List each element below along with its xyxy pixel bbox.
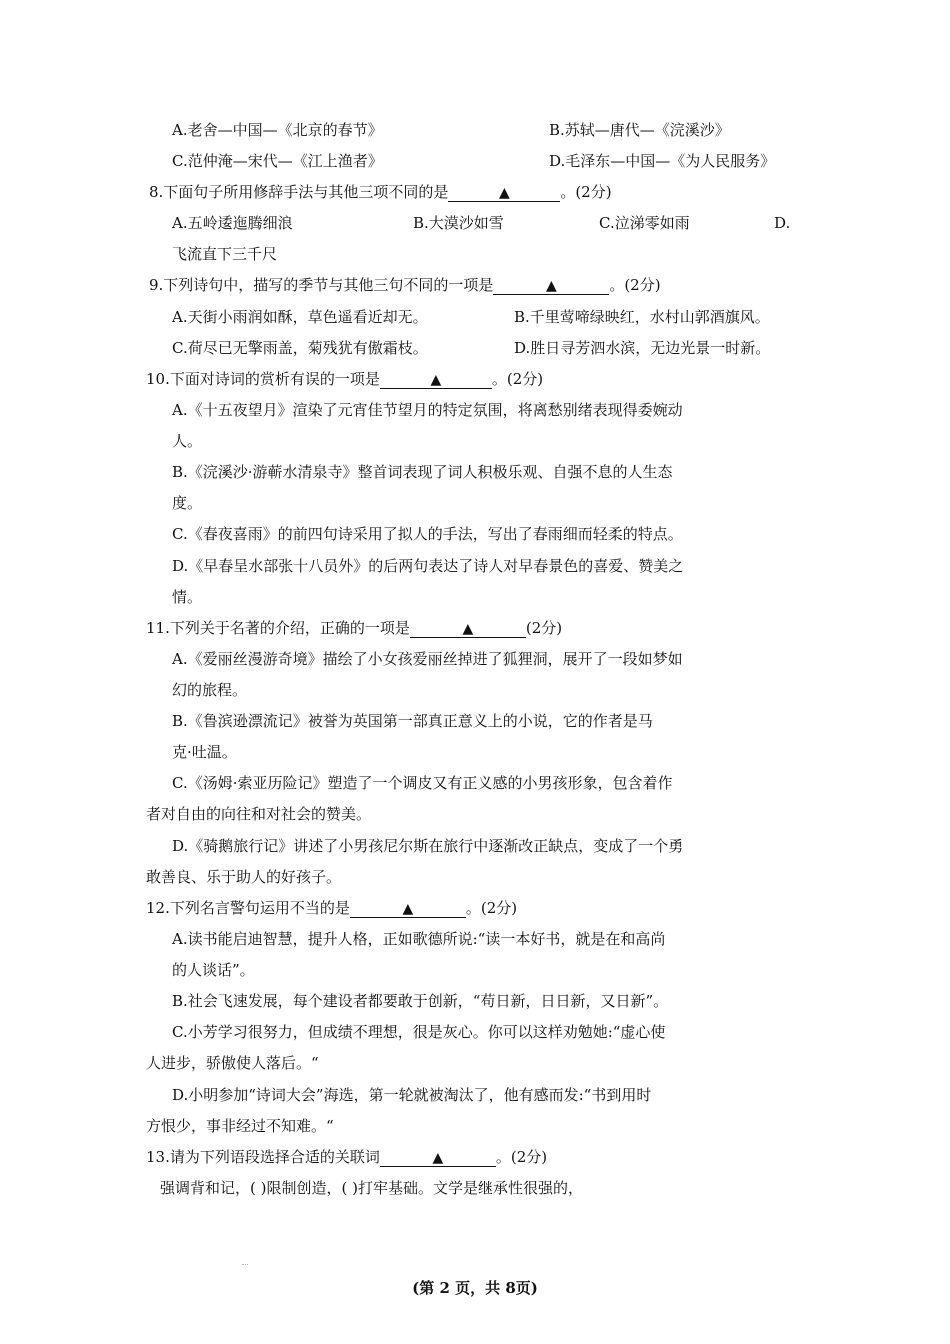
q12-option-a-line2: 的人谈话”。 [172,961,255,979]
q8-option-b: B.大漠沙如雪 [413,214,504,232]
q7-option-d: D.毛泽东—中国—《为人民服务》 [549,152,776,170]
q12-score: 。(2分) [465,899,518,917]
q8-option-a: A.五岭逶迤腾细浪 [172,214,293,232]
q10-option-a-line1: A.《十五夜望月》渲染了元宵佳节望月的特定氛围，将离愁别绪表现得委婉动 [172,401,683,419]
q10-answer-blank: ▲ [380,372,492,389]
q9-option-c: C.荷尽已无擎雨盖，菊残犹有傲霜枝。 [172,339,428,357]
q11-option-c-line1: C.《汤姆·索亚历险记》塑造了一个调皮又有正义感的小男孩形象，包含着作 [172,774,673,792]
q11-option-b-line1: B.《鲁滨逊漂流记》被誉为英国第一部真正意义上的小说，它的作者是马 [172,712,653,730]
q12-option-c-line1: C.小芳学习很努力，但成绩不理想，很是灰心。你可以这样劝勉她:“虚心使 [172,1023,666,1041]
q12-option-d-line2: 方恨少，事非经过不知难。“ [146,1117,334,1135]
q12-option-b: B.社会飞速发展，每个建设者都要敢于创新，“苟日新，日日新，又日新”。 [172,992,669,1010]
q8-option-d-text: 飞流直下三千尺 [172,245,278,263]
q13-stem-text: 13.请为下列语段选择合适的关联词 [146,1148,380,1166]
q12-answer-blank: ▲ [350,901,466,918]
q13-answer-blank: ▲ [380,1150,496,1167]
q9-answer-blank: ▲ [493,278,609,295]
q8-stem-text: 8.下面句子所用修辞手法与其他三项不同的是 [149,183,449,201]
q11-option-a-line1: A.《爱丽丝漫游奇境》描绘了小女孩爱丽丝掉进了狐狸洞，展开了一段如梦如 [172,650,683,668]
q11-score: (2分) [525,619,563,637]
q10-option-c: C.《春夜喜雨》的前四句诗采用了拟人的手法，写出了春雨细而轻柔的特点。 [172,525,683,543]
q8-option-c: C.泣涕零如雨 [599,214,690,232]
q12-option-a-line1: A.读书能启迪智慧，提升人格，正如歌德所说:“读一本好书，就是在和高尚 [172,930,666,948]
q12-stem-text: 12.下列名言警句运用不当的是 [146,899,350,917]
q11-option-a-line2: 幻的旅程。 [172,681,248,699]
q8-option-d-label: D. [774,214,791,232]
q10-score: 。(2分) [491,370,544,388]
q10-option-b-line2: 度。 [172,494,203,512]
q11-stem [146,618,562,638]
q11-answer-blank: ▲ [410,621,526,638]
q11-option-c-line2: 者对自由的向往和对社会的赞美。 [146,805,372,823]
scan-speck [242,1264,248,1267]
q11-stem-text: 11.下列关于名著的介绍，正确的一项是 [146,619,410,637]
q11-option-b-line2: 克·吐温。 [172,743,237,761]
q12-option-c-line2: 人进步，骄傲使人落后。“ [146,1054,319,1072]
q10-stem-text: 10.下面对诗词的赏析有误的一项是 [146,370,380,388]
q8-answer-blank: ▲ [448,185,560,202]
q11-option-d-line2: 敢善良、乐于助人的好孩子。 [146,868,342,886]
q13-stem [146,1147,547,1167]
q9-stem-text: 9.下列诗句中，描写的季节与其他三句不同的一项是 [149,276,494,294]
q9-option-d: D.胜日寻芳泗水滨，无边光景一时新。 [514,339,771,357]
q7-option-b: B.苏轼—唐代—《浣溪沙》 [549,121,730,139]
q9-stem [149,275,661,295]
q11-option-d-line1: D.《骑鹅旅行记》讲述了小男孩尼尔斯在旅行中逐渐改正缺点，变成了一个勇 [172,837,684,855]
q12-option-d-line1: D.小明参加“诗词大会”海选，第一轮就被淘汰了，他有感而发:“书到用时 [172,1086,652,1104]
q8-score: 。(2分) [560,183,612,201]
q7-option-a: A.老舍—中国—《北京的春节》 [172,121,383,139]
q10-option-d-line1: D.《早春呈水部张十八员外》的后两句表达了诗人对早春景色的喜爱、赞美之 [172,557,684,575]
q13-score: 。(2分) [495,1148,548,1166]
q10-option-d-line2: 情。 [172,588,203,606]
q8-stem [149,182,612,202]
q13-passage: 强调背和记，( )限制创造，( )打牢基础。文学是继承性很强的， [160,1179,583,1197]
page-footer: (第 2 页，共 8页) [412,1279,538,1297]
q9-option-b: B.千里莺啼绿映红，水村山郭酒旗风。 [514,308,770,326]
q10-stem [146,369,543,389]
q7-option-c: C.范仲淹—宋代—《江上渔者》 [172,152,383,170]
q12-stem [146,898,517,918]
q10-option-b-line1: B.《浣溪沙·游蕲水清泉寺》整首词表现了词人积极乐观、自强不息的人生态 [172,463,673,481]
q10-option-a-line2: 人。 [172,432,203,450]
q9-option-a: A.天街小雨润如酥，草色遥看近却无。 [172,308,428,326]
q9-score: 。(2分) [609,276,661,294]
